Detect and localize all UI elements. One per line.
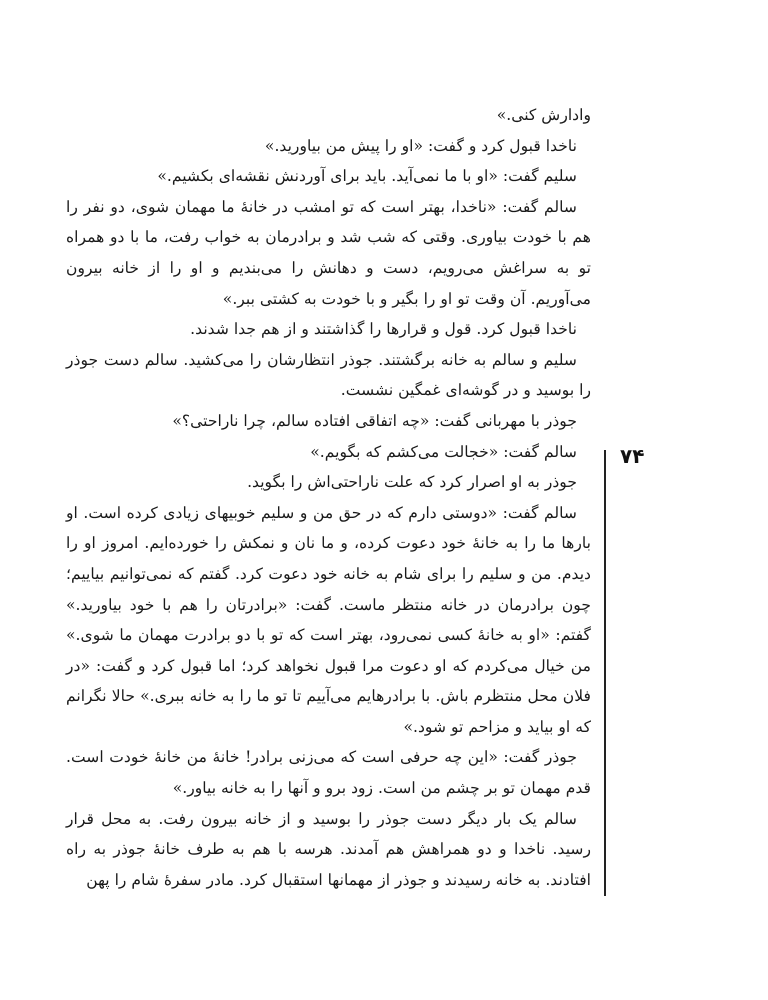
paragraph-8: سالم گفت: «خجالت می‌کشم که بگویم.»: [310, 442, 577, 461]
body-text: [66, 100, 591, 895]
paragraph-5: ناخدا قبول کرد. قول و قرارها را گذاشتند و از هم جدا شدند.: [190, 320, 577, 339]
paragraph-10: سالم گفت: «دوستی دارم که در حق من و سلیم خوبیهای زیادی کرده است. او بارها ما را به خانهٔ خود دعوت کرده، و ما نان و نمکش را خورده‌ایم. امروز او را دیدم. من و سلیم را برای شام به خانه خود دعوت کرد. گفتم که نمی‌توانیم بیاییم؛ چون برادرمان در خانه منتظر ماست. گفت: «برادرتان را هم با خود بیاورید.» گفتم: «او به خانهٔ کسی نمی‌رود، بهتر است که تو با دو برادرت مهمان ما شوی.» من خیال می‌کردم که او دعوت مرا قبول نخواهد کرد؛ اما قبول کرد و گفت: «در فلان محل منتظرم باش. با برادرهایم می‌آییم تا تو ما را به خانه ببری.» حالا نگرانم که او بیاید و مزاحم تو شود.»: [66, 503, 591, 736]
paragraph-3: سلیم گفت: «او با ما نمی‌آید. باید برای آوردنش نقشه‌ای بکشیم.»: [157, 167, 577, 186]
paragraph-1: وادارش کنی.»: [496, 106, 591, 124]
paragraph-11: جوذر گفت: «این چه حرفی است که می‌زنی برادر! خانهٔ من خانهٔ خودت است. قدم مهمان تو بر چشم من است. زود برو و آنها را به خانه بیاور.»: [66, 748, 591, 798]
page-number: ۷۴: [620, 444, 645, 468]
margin-rule: [604, 450, 606, 896]
paragraph-9: جوذر به او اصرار کرد که علت ناراحتی‌اش را بگوید.: [247, 473, 577, 492]
paragraph-6: سلیم و سالم به خانه برگشتند. جوذر انتظارشان را می‌کشید. سالم دست جوذر را بوسید و در گوشه‌ای غمگین نشست.: [66, 350, 591, 400]
paragraph-2: ناخدا قبول کرد و گفت: «او را پیش من بیاورید.»: [264, 136, 577, 155]
paragraph-4: سالم گفت: «ناخدا، بهتر است که تو امشب در خانهٔ ما مهمان شوی، دو نفر را هم با خودت بیاوری. وقتی که شب شد و برادرمان به خواب رفت، ما با دو همراه تو به سراغش می‌رویم، دست و دهانش را می‌بندیم و او را از خانه بیرون می‌آوریم. آن وقت تو او را بگیر و با خودت به کشتی ببر.»: [66, 197, 591, 308]
paragraph-7: جوذر با مهربانی گفت: «چه اتفاقی افتاده سالم، چرا ناراحتی؟»: [172, 411, 577, 430]
paragraph-12: سالم یک بار دیگر دست جوذر را بوسید و از خانه بیرون رفت. به محل قرار رسید. ناخدا و دو همراهش هم آمدند. هرسه با هم به طرف خانهٔ جوذر به راه افتادند. به خانه رسیدند و جوذر از مهمانها استقبال کرد. مادر سفرهٔ شام را پهن: [66, 809, 591, 889]
